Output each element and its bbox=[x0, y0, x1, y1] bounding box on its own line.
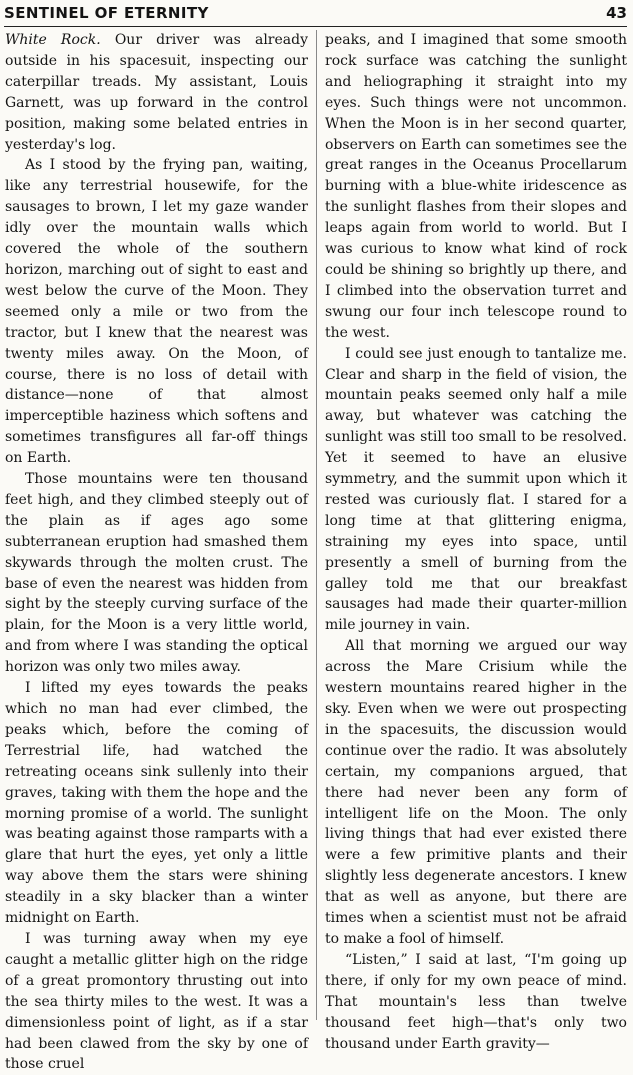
paragraph: “Listen,” I said at last, “I'm going up there, if only for my own peace of mind. That mountain's less than twelve thousand feet high—that's only two thousand under Earth gravity— bbox=[325, 951, 627, 1052]
paragraph: I lifted my eyes towards the peaks which no man had ever climbed, the peaks which, before the coming of Terrestrial life, had watched the retreating oceans sink sullenly into their graves, taking with them the hope and the morning promise of a world. The sunlight was beating against those ramparts with a glare that hurt the eyes, yet only a little way above them the stars were shining steadily in a sky blacker than a winter midnight on Earth. bbox=[5, 680, 308, 927]
paragraph: Those mountains were ten thousand feet high, and they climbed steeply out of the plain as if ages ago some subterranean eruption had smashed them skywards through the molten crust. The base of even the nearest was hidden from sight by the steeply curving surface of the plain, for the Moon is a very little world, and from where I was standing the optical horizon was only two miles away. bbox=[5, 471, 308, 676]
paragraph: I could see just enough to tantalize me. Clear and sharp in the field of vision, the mountain peaks seemed only half a mile away, but whatever was catching the sunlight was still too small to be resolved. Yet it seemed to have an elusive symmetry, and the summit upon which it rested was curiously flat. I stared for a long time at that glittering enigma, straining my eyes into space, until presently a smell of burning from the galley told me that our breakfast sausages had made their quarter-million mile journey in vain. bbox=[325, 345, 627, 634]
left-column bbox=[5, 30, 308, 1075]
running-header bbox=[4, 2, 627, 27]
right-column bbox=[325, 30, 627, 1054]
paragraph-text: Our driver was already outside in his spacesuit, inspecting our caterpillar treads. My assistant, Louis Garnett, was up forward in the control position, making some belated entries in yesterday's log. bbox=[5, 32, 308, 153]
paragraph: All that morning we argued our way across the Mare Crisium while the western mountains reared higher in the sky. Even when we were out prospecting in the spacesuits, the discussion would continue over the radio. It was absolutely certain, my companions argued, that there had never been any form of intelligent life on the Moon. The only living things that had ever existed there were a few primitive plants and their slightly less degenerate ancestors. I knew that as well as anyone, but there are times when a scientist must not be afraid to make a fool of himself. bbox=[325, 638, 627, 947]
paragraph bbox=[5, 30, 308, 155]
running-title: SENTINEL OF ETERNITY bbox=[4, 4, 209, 22]
page-number: 43 bbox=[606, 4, 627, 22]
paragraph: As I stood by the frying pan, waiting, like any terrestrial housewife, for the sausages to brown, I let my gaze wander idly over the mountain walls which covered the whole of the southern horizon, marching out of sight to east and west below the curve of the Moon. They seemed only a mile or two from the tractor, but I knew that the nearest was twenty miles away. On the Moon, of course, there is no loss of detail with distance—none of that almost imperceptible haziness which softens and sometimes transfigures all far-off things on Earth. bbox=[5, 157, 308, 467]
paragraph: peaks, and I imagined that some smooth rock surface was catching the sunlight and heliographing it straight into my eyes. Such things were not uncommon. When the Moon is in her second quarter, observers on Earth can sometimes see the great ranges in the Oceanus Procellarum burning with a blue-white iridescence as the sunlight flashes from their slopes and leaps again from world to world. But I was curious to know what kind of rock could be shining so brightly up there, and I climbed into the observation turret and swung our four inch telescope round to the west. bbox=[325, 32, 627, 341]
column-divider bbox=[316, 30, 317, 1020]
italic-place-name: White Rock. bbox=[5, 32, 101, 48]
paragraph: I was turning away when my eye caught a metallic glitter high on the ridge of a great promontory thrusting out into the sea thirty miles to the west. It was a dimensionless point of light, as if a star had been clawed from the sky by one of those cruel bbox=[5, 930, 308, 1073]
